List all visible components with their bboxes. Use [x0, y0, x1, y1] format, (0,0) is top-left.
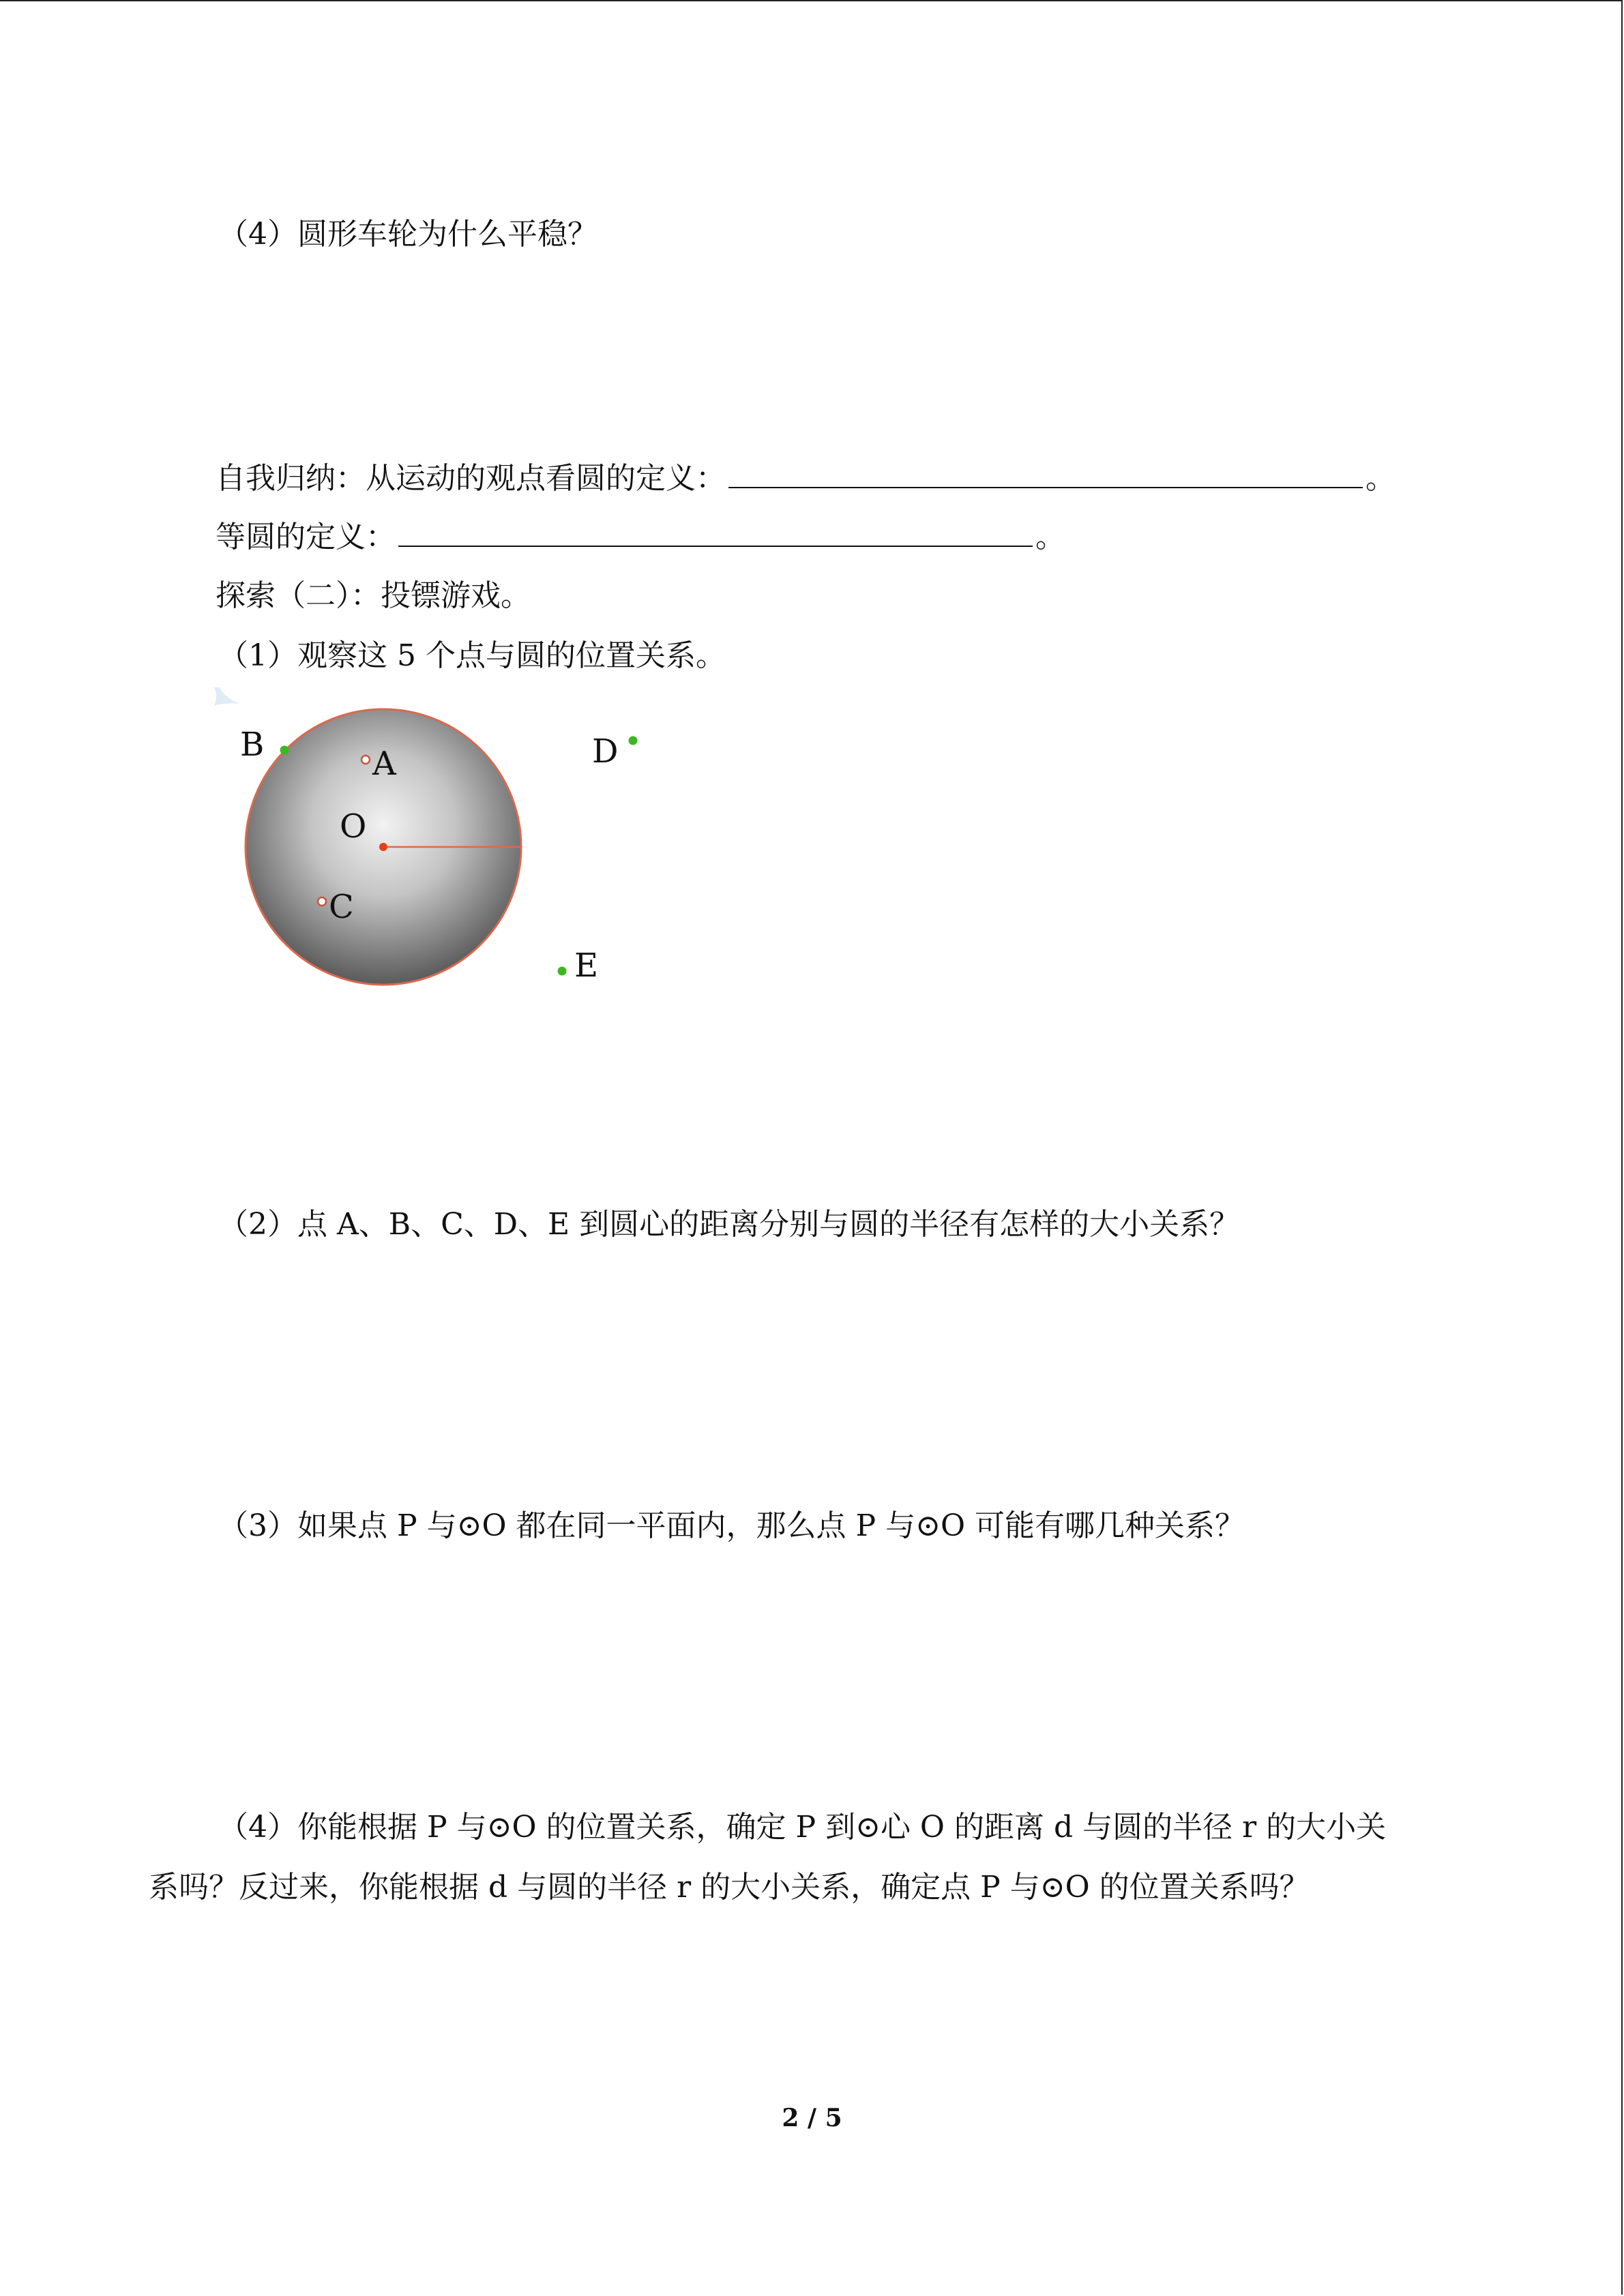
point-c	[318, 897, 326, 906]
point-b	[280, 746, 289, 755]
label-o: O	[340, 807, 367, 846]
point-e	[558, 967, 567, 976]
equal-circle-blank[interactable]	[398, 517, 1033, 547]
question-1-observe: （1）观察这 5 个点与圆的位置关系。	[218, 638, 726, 673]
question-4-line-1: （4）你能根据 P 与⊙O 的位置关系，确定 P 到⊙心 O 的距离 d 与圆的半径 r 的大小关	[218, 1810, 1387, 1845]
equal-circle-line	[216, 517, 1065, 556]
point-d	[629, 736, 638, 745]
equal-circle-label: 等圆的定义：	[216, 520, 396, 554]
self-summary-line	[216, 458, 1396, 497]
question-2-distance: （2）点 A、B、C、D、E 到圆心的距离分别与圆的半径有怎样的大小关系？	[218, 1207, 1240, 1242]
page-number: 2 / 5	[782, 2104, 842, 2132]
question-4-line-2: 系吗？反过来，你能根据 d 与圆的半径 r 的大小关系，确定点 P 与⊙O 的位置关系吗？	[149, 1870, 1310, 1905]
point-a	[361, 756, 370, 764]
explore-2-title: 探索（二）：投镖游戏。	[216, 578, 531, 613]
center-point-o	[379, 843, 387, 851]
self-summary-label: 自我归纳：从运动的观点看圆的定义：	[216, 461, 726, 496]
circle-points-diagram	[205, 675, 682, 996]
label-d: D	[592, 732, 619, 771]
self-summary-end: 。	[1365, 461, 1396, 496]
question-4-wheel: （4）圆形车轮为什么平稳？	[218, 217, 597, 252]
label-e: E	[574, 946, 599, 985]
self-summary-blank[interactable]	[728, 458, 1363, 488]
label-b: B	[240, 726, 265, 764]
label-a: A	[372, 745, 396, 783]
decoration-mark	[214, 687, 240, 706]
label-c: C	[329, 888, 354, 926]
equal-circle-end: 。	[1035, 520, 1065, 554]
question-3-relation: （3）如果点 P 与⊙O 都在同一平面内，那么点 P 与⊙O 可能有哪几种关系？	[218, 1508, 1245, 1543]
